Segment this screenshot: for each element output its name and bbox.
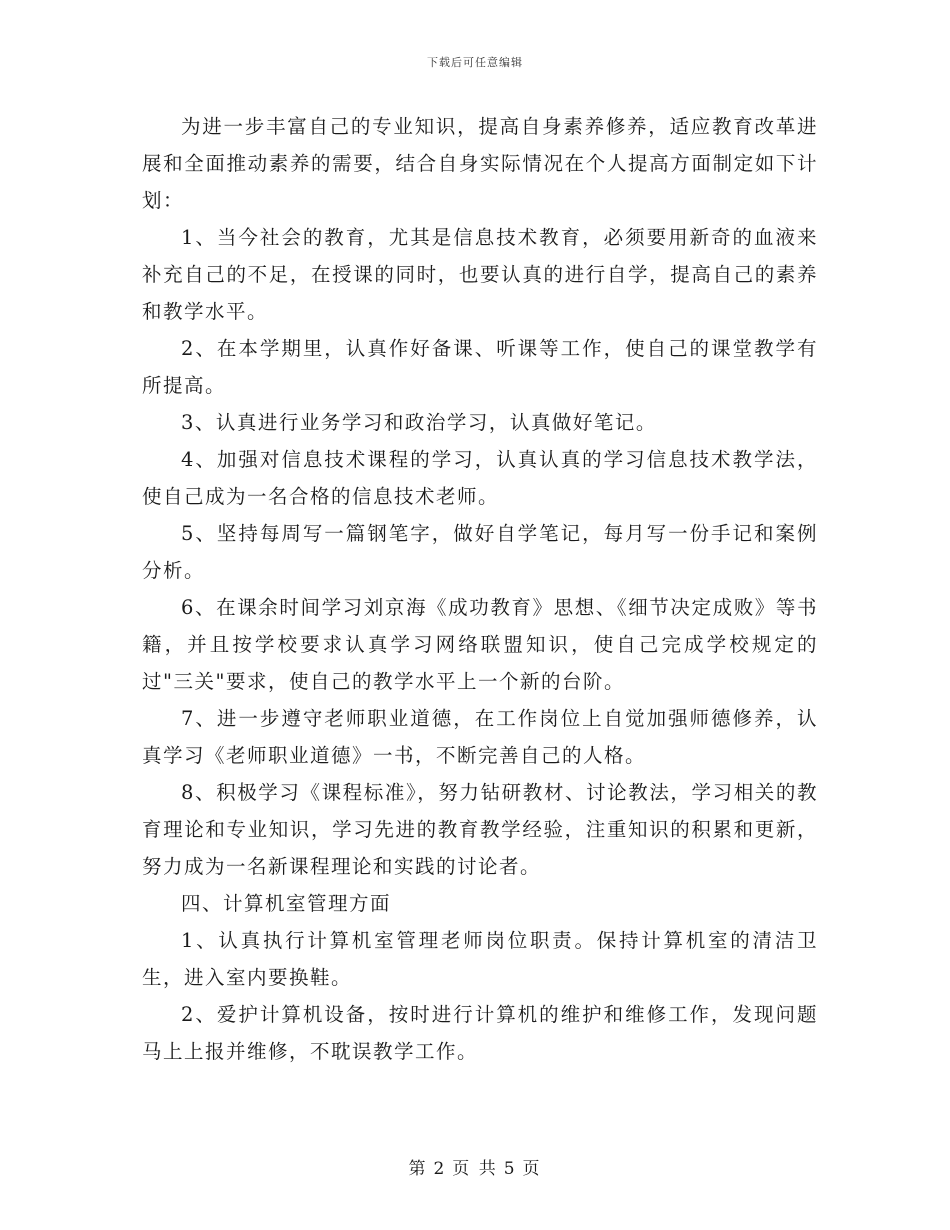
footer-prefix: 第 — [408, 1159, 428, 1179]
paragraph-item-5: 5、坚持每周写一篇钢笔字，做好自学笔记，每月写一份手记和案例分析。 — [142, 522, 818, 582]
page-footer — [0, 1154, 950, 1179]
paragraph-item-1: 1、当今社会的教育，尤其是信息技术教育，必须要用新奇的血液来补充自己的不足，在授课的同时，也要认真的进行自学，提高自己的素养和教学水平。 — [142, 226, 818, 323]
paragraph-lab-item-2: 2、爱护计算机设备，按时进行计算机的维护和维修工作，发现问题马上上报并维修，不耽误教学工作。 — [142, 1003, 818, 1063]
footer-current-page: 2 — [433, 1159, 447, 1179]
paragraph-item-7: 7、进一步遵守老师职业道德，在工作岗位上自觉加强师德修养，认真学习《老师职业道德》一书，不断完善自己的人格。 — [142, 707, 818, 767]
paragraph-item-8: 8、积极学习《课程标准》，努力钻研教材、讨论教法，学习相关的教育理论和专业知识，学习先进的教育教学经验，注重知识的积累和更新，努力成为一名新课程理论和实践的讨论者。 — [142, 781, 818, 878]
paragraph-item-4: 4、加强对信息技术课程的学习，认真认真的学习信息技术教学法，使自己成为一名合格的信息技术老师。 — [142, 448, 818, 508]
document-body — [142, 108, 818, 1070]
paragraph-item-2: 2、在本学期里，认真作好备课、听课等工作，使自己的课堂教学有所提高。 — [142, 337, 818, 397]
paragraph-lab-item-1: 1、认真执行计算机室管理老师岗位职责。保持计算机室的清洁卫生，进入室内要换鞋。 — [142, 929, 818, 989]
paragraph-item-3: 3、认真进行业务学习和政治学习，认真做好笔记。 — [181, 411, 657, 434]
paragraph-intro: 为进一步丰富自己的专业知识，提高自身素养修养，适应教育改革进展和全面推动素养的需要，结合自身实际情况在个人提高方面制定如下计划： — [142, 115, 818, 212]
page-header: 下载后可任意编辑 — [427, 56, 523, 69]
footer-suffix: 页 — [522, 1159, 542, 1179]
section-heading: 四、计算机室管理方面 — [181, 892, 392, 915]
footer-mid: 页 共 — [452, 1159, 498, 1179]
footer-total-pages: 5 — [503, 1159, 517, 1179]
paragraph-item-6: 6、在课余时间学习刘京海《成功教育》思想、《细节决定成败》等书籍，并且按学校要求认真学习网络联盟知识，使自己完成学校规定的过"三关"要求，使自己的教学水平上一个新的台阶。 — [142, 596, 818, 693]
